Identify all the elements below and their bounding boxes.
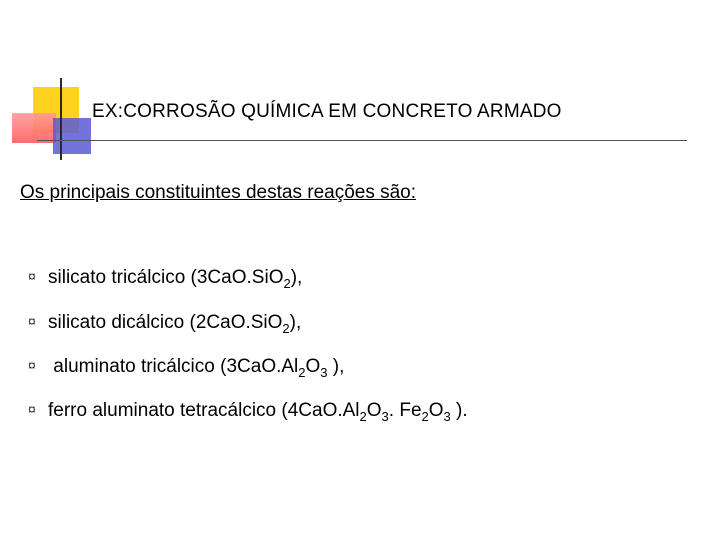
text-segment: O <box>268 267 284 288</box>
text-segment: O.Si <box>231 267 269 288</box>
slide-subtitle: Os principais constituintes destas reações são: <box>20 182 417 203</box>
subscript: 3 <box>320 365 328 380</box>
subscript: 2 <box>421 409 429 424</box>
subscript: 2 <box>359 409 367 424</box>
text-segment: O <box>305 356 321 377</box>
bullet-icon: ¤ <box>28 357 36 373</box>
list-item-4 <box>28 400 468 422</box>
bullet-icon: ¤ <box>28 401 36 417</box>
list-item-3 <box>28 356 344 378</box>
text-segment: O.Al <box>261 356 299 377</box>
subscript: 3 <box>443 409 451 424</box>
text-segment: aluminato tricálcico (3Ca <box>48 356 262 377</box>
text-segment: ferro aluminato tetracálcico (4Ca <box>48 400 323 421</box>
text-segment: ). <box>450 400 468 421</box>
subscript: 2 <box>298 365 306 380</box>
title-underline-rule <box>37 140 687 141</box>
text-segment: O.Si <box>230 312 268 333</box>
subscript: 2 <box>282 321 290 336</box>
text-segment: O <box>428 400 444 421</box>
text-segment: ), <box>290 267 303 288</box>
list-item-text <box>48 356 345 380</box>
text-segment: O.Al <box>322 400 360 421</box>
list-item-2 <box>28 312 301 334</box>
text-segment: . Fe <box>388 400 422 421</box>
list-item-1 <box>28 267 302 289</box>
text-segment: silicato tricálcico (3Ca <box>48 267 232 288</box>
decorative-red-square <box>12 113 56 143</box>
list-item-text <box>48 400 468 424</box>
decorative-vertical-line <box>60 78 62 160</box>
text-segment: O <box>267 312 283 333</box>
list-item-text <box>48 267 303 291</box>
text-segment: O <box>366 400 382 421</box>
text-segment: ), <box>327 356 345 377</box>
decorative-blue-square <box>53 118 91 154</box>
text-segment: silicato dicálcico (2Ca <box>48 312 231 333</box>
bullet-icon: ¤ <box>28 268 36 284</box>
list-item-text <box>48 312 302 336</box>
subscript: 2 <box>283 276 291 291</box>
slide-title: EX:CORROSÃO QUÍMICA EM CONCRETO ARMADO <box>92 101 562 122</box>
bullet-icon: ¤ <box>28 313 36 329</box>
subscript: 3 <box>381 409 389 424</box>
text-segment: ), <box>289 312 302 333</box>
